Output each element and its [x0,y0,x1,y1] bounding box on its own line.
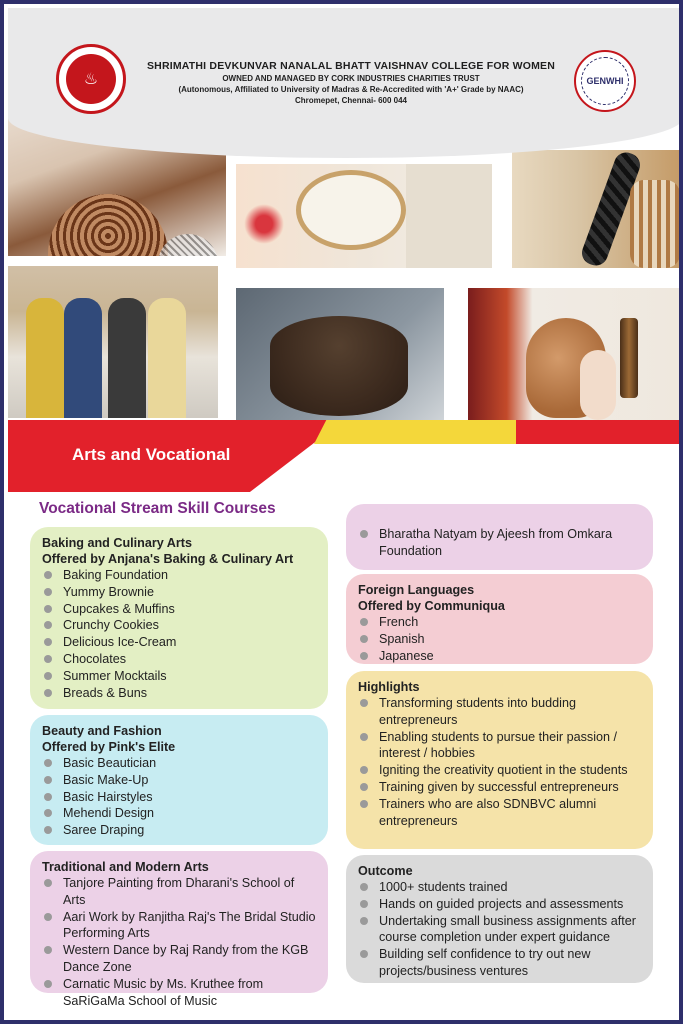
bullet-icon [360,699,368,707]
list-item [42,634,318,651]
banner-yellow-shape [314,420,519,444]
list-item [42,584,318,601]
bullet-icon [360,800,368,808]
bharatham-box [346,504,653,570]
box-offered-by: Offered by Anjana's Baking & Culinary Art [42,552,294,566]
baking-box [30,527,328,709]
list-item [358,648,643,665]
bullet-icon [360,733,368,741]
banner-title: Arts and Vocational [72,445,231,464]
bullet-icon [360,783,368,791]
list-item-text: Saree Draping [63,823,145,838]
banner-red-strip [516,420,683,444]
list-item [358,779,643,796]
list-item-text: Yummy Brownie [63,584,154,599]
box-title: Outcome [358,864,413,878]
box-title: Foreign Languages [358,583,475,597]
list-item [42,685,318,702]
list-item-text: Western Dance by Raj Randy from the KGB Dance Zone [63,943,309,974]
list-item [358,879,643,896]
bullet-icon [44,655,52,663]
list-item-text: Spanish [379,631,425,646]
list-item-text: Breads & Buns [63,685,148,700]
list-item [42,789,318,806]
bullet-icon [44,913,52,921]
bullet-icon [360,917,368,925]
list-item-text: Summer Mocktails [63,668,167,683]
bullet-icon [360,950,368,958]
list-item [358,762,643,779]
list-item [358,946,643,980]
header [8,8,683,158]
list-item [358,913,643,947]
embroidery-photo [236,164,492,268]
managed-by: OWNED AND MANAGED BY CORK INDUSTRIES CHARITIES TRUST [222,74,480,83]
bullet-icon [360,652,368,660]
list-item [42,651,318,668]
list-item-text: Training given by successful entrepreneurs [379,779,619,794]
bullet-icon [44,588,52,596]
bullet-icon [44,879,52,887]
list-item [358,631,643,648]
list-item-text: Hands on guided projects and assessments [379,896,624,911]
bullet-icon [44,809,52,817]
list-item-text: Tanjore Painting from Dharani's School of Arts [63,876,295,907]
list-item-text: Igniting the creativity quotient in the students [379,763,628,778]
highlights-box [346,671,653,849]
bullet-icon [44,759,52,767]
list-item [358,729,643,763]
list-item-text: Undertaking small business assignments after course completion under expert guidance [379,913,636,945]
bullet-icon [360,883,368,891]
hairstyling-photo [468,288,683,420]
bullet-icon [44,571,52,579]
list-item [42,875,318,909]
box-offered-by: Offered by Communiqua [358,599,505,613]
list-item [42,942,318,976]
list-item [42,805,318,822]
list-item [358,896,643,913]
header-text [126,60,576,105]
college-name: SHRIMATHI DEVKUNVAR NANALAL BHATT VAISHNAV COLLEGE FOR WOMEN [146,60,556,72]
list-item [42,617,318,634]
list-item-text: Basic Hairstyles [63,789,153,804]
bullet-icon [44,605,52,613]
list-item-text: Transforming students into budding entrepreneurs [379,696,576,727]
box-offered-by: Offered by Pink's Elite [42,740,176,754]
box-title: Traditional and Modern Arts [42,860,209,874]
bullet-icon [44,672,52,680]
list-item-text: Baking Foundation [63,568,169,582]
box-title: Beauty and Fashion [42,724,162,738]
bullet-icon [360,618,368,626]
bullet-icon [44,689,52,697]
list-item-text: Basic Beautician [63,756,157,770]
list-item [42,601,318,618]
list-item [42,755,318,772]
bullet-icon [44,621,52,629]
beauty-box [30,715,328,845]
address: Chromepet, Chennai- 600 044 [294,96,408,105]
bullet-icon [44,638,52,646]
braiding-photo [512,150,683,268]
list-item [42,668,318,685]
list-item [358,695,643,729]
list-item-text: Cupcakes & Muffins [63,601,175,616]
bullet-icon [360,635,368,643]
list-item-text: Enabling students to pursue their passion / interest / hobbies [379,729,618,761]
list-item [358,796,643,830]
bullet-icon [360,530,368,538]
list-item [42,772,318,789]
college-logo: ♨ [56,44,126,114]
list-item-text: Chocolates [63,651,127,666]
bullet-icon [360,900,368,908]
list-item-text: 1000+ students trained [379,880,508,894]
traditional-box [30,851,328,1008]
list-item-text: Aari Work by Ranjitha Raj's The Bridal Studio Performing Arts [63,909,316,941]
genwhi-logo: GENWHI [574,50,636,112]
bullet-icon [360,766,368,774]
box-title: Highlights [358,680,420,694]
list-item-text: French [379,615,419,629]
list-item-text: Bharatha Natyam by Ajeesh from Omkara Foundation [379,527,613,558]
list-item [358,526,643,560]
list-item [42,976,318,1010]
list-item-text: Carnatic Music by Ms. Kruthee from SaRiGaMa School of Music [63,976,264,1008]
bullet-icon [44,793,52,801]
bullet-icon [44,776,52,784]
outcome-box [346,855,653,983]
list-item-text: Crunchy Cookies [63,618,159,633]
list-item [42,909,318,943]
languages-box [346,574,653,664]
main-heading: Vocational Stream Skill Courses [39,500,276,517]
list-item-text: Mehendi Design [63,806,155,821]
list-item-text: Building self confidence to try out new projects/business ventures [379,947,591,978]
list-item [42,822,318,839]
affiliation: (Autonomous, Affiliated to University of Madras & Re-Accredited with 'A+' Grade by NAAC) [178,85,524,94]
box-title: Baking and Culinary Arts [42,536,192,550]
list-item [358,614,643,631]
baking-class-photo [8,266,218,418]
bullet-icon [44,946,52,954]
bullet-icon [44,980,52,988]
bullet-icon [44,826,52,834]
list-item-text: Basic Make-Up [63,772,149,787]
list-item-text: Japanese [379,648,434,663]
list-item-text: Delicious Ice-Cream [63,635,177,650]
list-item [42,567,318,584]
cake-photo [236,288,444,420]
list-item-text: Trainers who are also SDNBVC alumni entrepreneurs [379,796,597,828]
